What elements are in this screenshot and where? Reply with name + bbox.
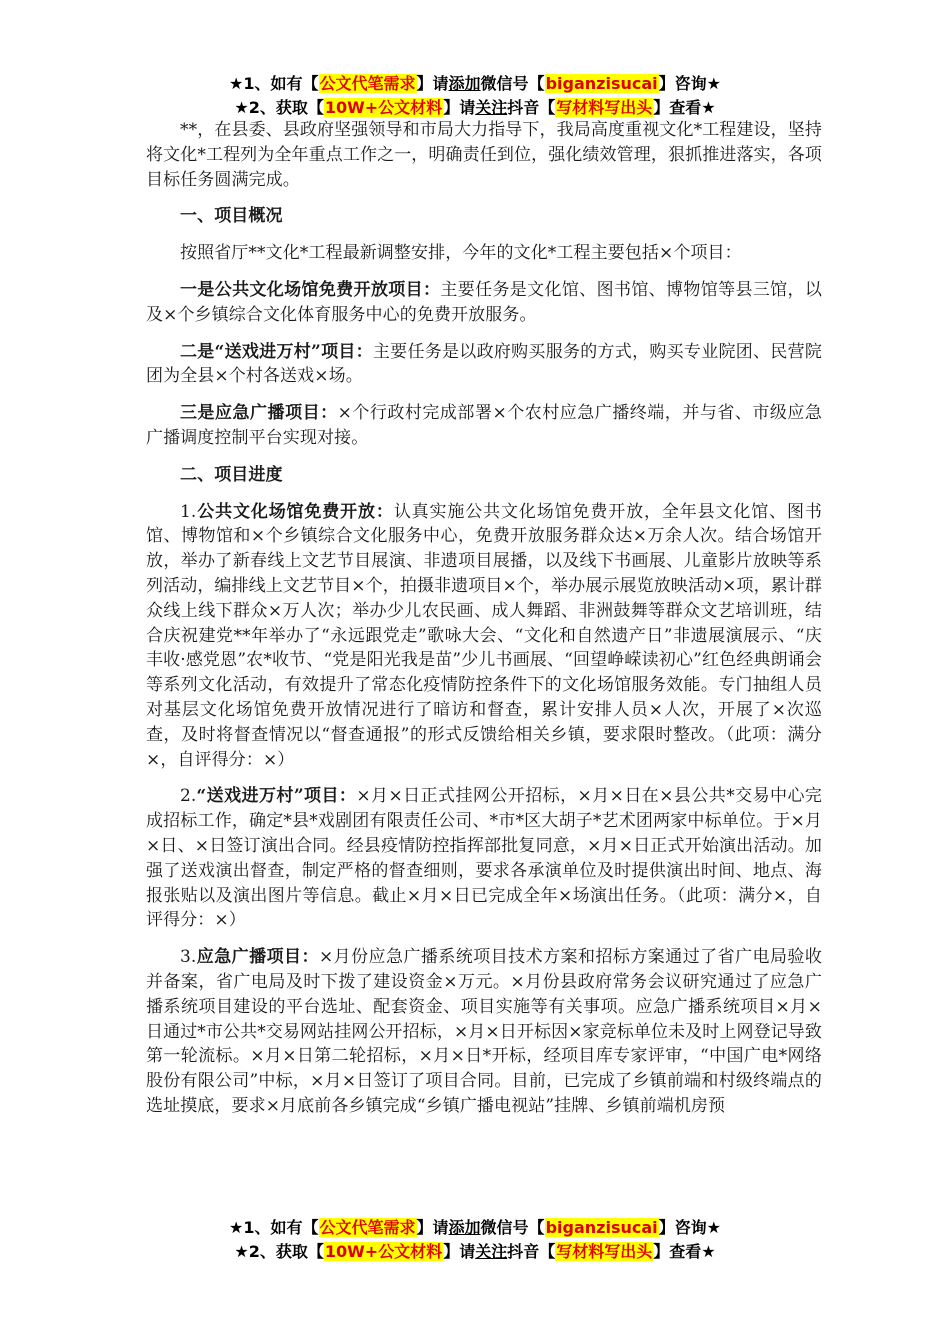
bottom-banner <box>0 1216 950 1264</box>
overview-paragraph: 按照省厅**文化*工程最新调整安排，今年的文化*工程主要包括×个项目： <box>180 243 742 264</box>
banner-underline: 添加 <box>448 74 481 93</box>
item-label: 三是应急广播项目： <box>180 403 338 424</box>
banner-text: 微信号【 <box>480 1218 545 1237</box>
overview-item-2 <box>146 340 822 390</box>
item-text: 主要任务是以政府购买服务的方式，购买专业院团、民营院团为全县×个村各送戏×场。 <box>146 341 822 387</box>
item-text: ×个行政村完成部署×个农村应急广播终端，并与省、市级应急广播调度控制平台实现对接。 <box>146 403 822 448</box>
banner-highlight: 10W+公文材料 <box>324 1242 443 1261</box>
progress-item-3 <box>146 945 822 1119</box>
progress-item-2 <box>146 784 822 933</box>
item-label: “送戏进万村”项目： <box>196 786 357 807</box>
banner-text: 】请 <box>443 98 476 117</box>
banner-text: 抖音【 <box>507 1242 556 1261</box>
banner-underline: 关注 <box>475 1242 508 1261</box>
item-label: 二是“送戏进万村”项目： <box>180 341 373 362</box>
banner-highlight: 写材料写出头 <box>556 1242 653 1261</box>
banner-underline: 关注 <box>475 98 508 117</box>
progress-item-1 <box>146 500 822 773</box>
item-text: 主要任务是文化馆、图书馆、博物馆等县三馆，以及×个乡镇综合文化体育服务中心的免费开放服务。 <box>146 279 822 325</box>
banner-line-2 <box>0 96 950 120</box>
banner-text: 】查看★ <box>653 1242 716 1261</box>
item-label: 公共文化场馆免费开放： <box>196 501 394 522</box>
banner-line-1 <box>0 72 950 96</box>
banner-highlight: biganzisucai <box>545 74 658 93</box>
item-number: 3. <box>180 947 197 968</box>
banner-text: 】咨询★ <box>658 1218 721 1237</box>
banner-text: 】咨询★ <box>658 74 721 93</box>
banner-text: 】查看★ <box>653 98 716 117</box>
overview-item-1 <box>146 278 822 328</box>
banner-line-1 <box>0 1216 950 1240</box>
banner-highlight: 公文代笔需求 <box>319 74 416 93</box>
banner-highlight: 写材料写出头 <box>556 98 653 117</box>
banner-highlight: 公文代笔需求 <box>319 1218 416 1237</box>
banner-text: ★1、如有【 <box>229 74 319 93</box>
banner-underline: 添加 <box>448 1218 481 1237</box>
top-banner <box>0 72 950 120</box>
item-label: 一是公共文化场馆免费开放项目： <box>180 279 441 300</box>
banner-text: 微信号【 <box>480 74 545 93</box>
overview-item-3 <box>146 401 822 451</box>
banner-text: ★2、获取【 <box>234 1242 324 1261</box>
banner-highlight: 10W+公文材料 <box>324 98 443 117</box>
banner-text: ★2、获取【 <box>234 98 324 117</box>
item-number: 2. <box>180 786 197 807</box>
item-label: 应急广播项目： <box>196 947 319 968</box>
banner-text: 】请 <box>443 1242 476 1261</box>
item-number: 1. <box>180 501 197 522</box>
banner-text: 抖音【 <box>507 98 556 117</box>
item-text: ×月份应急广播系统项目技术方案和招标方案通过了省广电局验收并备案，省广电局及时下拨了建设资金×万元。×月份县政府常务会议研究通过了应急广播系统项目建设的平台选址、配套资金、项目实施等有关事项。应急广播系统项目×月×日通过*市公共*交易网站挂网公开招标，×月×日开标因×家竞标单位未及时上网登记导致第一轮流标。×月×日第二轮招标，×月×日*开标，经项目库专家评审，“中国广电*网络股份有限公司”中标，×月×日签订了项目合同。目前，已完成了乡镇前端和村级终端点的选址摸底，要求×月底前各乡镇完成“乡镇广播电视站”挂牌、乡镇前端机房预 <box>146 947 822 1116</box>
banner-line-2 <box>0 1240 950 1264</box>
banner-text: ★1、如有【 <box>229 1218 319 1237</box>
intro-paragraph: **，在县委、县政府坚强领导和市局大力指导下，我局高度重视文化*工程建设，坚持将文化*工程列为全年重点工作之一，明确责任到位，强化绩效管理，狠抓推进落实，各项目标任务圆满完成。 <box>146 120 822 190</box>
section-heading-overview: 一、项目概况 <box>180 206 283 227</box>
item-text: ×月×日正式挂网公开招标，×月×日在×县公共*交易中心完成招标工作，确定*县*戏剧团有限责任公司、*市*区大胡子*艺术团两家中标单位。于×月×日、×日签订演出合同。经县疫情防控指挥部批复同意，×月×日正式开始演出活动。加强了送戏演出督查，制定严格的督查细则，要求各承演单位及时提供演出时间、地点、海报张贴以及演出图片等信息。截止×月×日已完成全年×场演出任务。（此项：满分×，自评得分：×） <box>146 786 822 931</box>
banner-text: 】请 <box>416 74 449 93</box>
section-heading-progress: 二、项目进度 <box>180 464 283 485</box>
item-text: 认真实施公共文化场馆免费开放，全年县文化馆、图书馆、博物馆和×个乡镇综合文化服务中心，免费开放服务群众达×万余人次。结合场馆开放，举办了新春线上文艺节目展演、非遗项目展播，以及线下书画展、儿童影片放映等系列活动，编排线上文艺节目×个，拍摄非遗项目×个，举办展示展览放映活动×项，累计群众线上线下群众×万人次；举办少儿农民画、成人舞蹈、非洲鼓舞等群众文艺培训班，结合庆祝建党**年举办了“永远跟党走”歌咏大会、“文化和自然遗产日”非遗展演展示、“庆丰收·感党恩”农*收节、“党是阳光我是苗”少儿书画展、“回望峥嵘读初心”红色经典朗诵会等系列文化活动，有效提升了常态化疫情防控条件下的文化场馆服务效能。专门抽组人员对基层文化场馆免费开放情况进行了暗访和督查，累计安排人员×人次，开展了×次巡查，及时将督查情况以“督查通报”的形式反馈给相关乡镇，要求限时整改。（此项：满分×，自评得分：×） <box>146 501 823 770</box>
banner-highlight: biganzisucai <box>545 1218 658 1237</box>
banner-text: 】请 <box>416 1218 449 1237</box>
document-body <box>146 118 822 1131</box>
